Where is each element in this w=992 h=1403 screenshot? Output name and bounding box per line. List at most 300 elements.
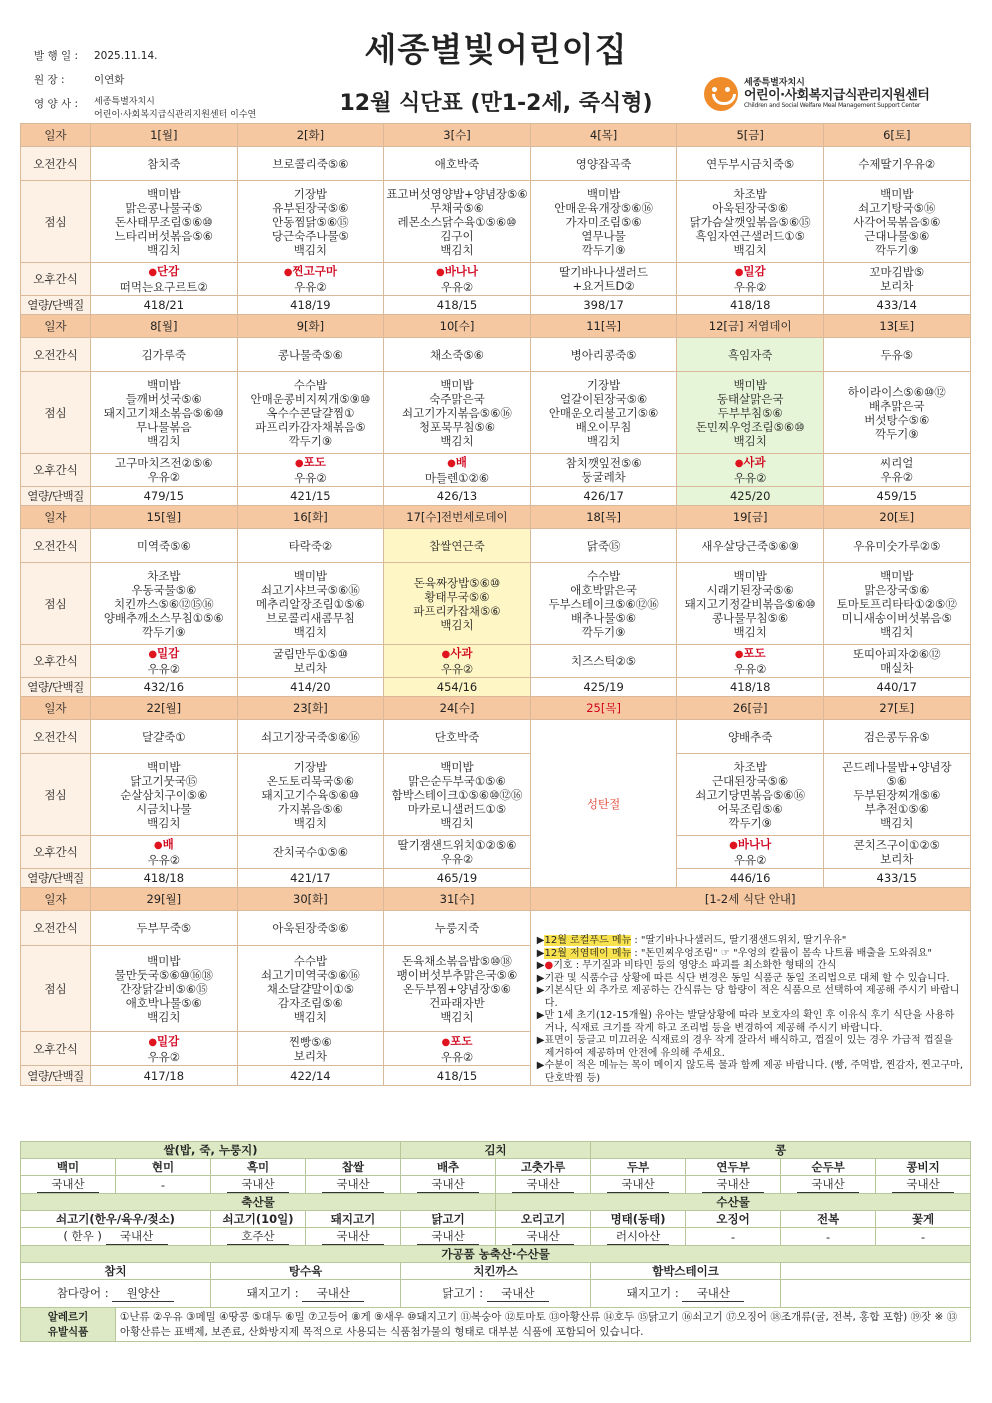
pm-snack [384,263,531,296]
pm-snack [384,454,531,487]
origin-item: 돼지고기 [306,1211,401,1228]
nutrition-value: 446/16 [677,869,824,888]
am-snack: 영양잡곡죽 [530,147,677,181]
pm-snack [677,645,824,678]
lunch-item: 황태무국⑤⑥ [424,589,490,604]
logo-english: Children and Social Welfare Meal Management Support Center [744,101,921,109]
pm-snack-item: 보리차 [293,661,328,675]
origin-value: 국내산 [496,1176,591,1194]
am-snack: 두부무죽⑤ [91,911,238,946]
lunch-item: 백김치 [733,624,767,639]
lunch-item: 백김치 [586,433,621,448]
origin-item: 흑미 [211,1159,306,1176]
am-snack: 누룽지죽 [384,911,531,946]
pm-snack [384,1031,531,1065]
day-header: 15[월] [91,506,238,529]
lunch-item: 백김치 [147,1009,181,1024]
lunch-item: 순살삼치구이⑤⑥ [120,787,208,802]
fresh-dot-icon: ● [148,267,158,278]
pm-snack-item: 둥굴레차 [581,470,626,484]
origin-table [20,1141,971,1342]
guide-item: ▶표면이 둥글고 미끄러운 식재료의 경우 작게 잘라서 배식하고, 껍질이 있는 경우 가급적 껍질을 제거하여 제공하며 안전에 유의해 주세요. [536,1035,953,1059]
lunch-menu [677,563,824,645]
lunch-item: 백미밥 [880,568,914,583]
lunch-label: 점심 [21,563,91,645]
am-snack: 김가루죽 [91,338,238,372]
nutrition-value: 454/16 [384,678,531,697]
lunch-item: 깍두기⑨ [728,815,772,830]
pm-snack-item: 우유② [733,471,767,485]
origin-item: 순두부 [781,1159,876,1176]
pm-snack-item: 잔치국수①⑤⑥ [272,845,349,859]
lunch-item: 토마토프리타타①②⑤⑫ [836,596,957,611]
lunch-item: 김구이 [440,228,474,243]
lunch-item: 안매운콩비지찌개⑤⑨⑩ [250,391,371,406]
lunch-item: 애호박맑은국 [570,582,637,597]
day-header: 24[수] [384,697,531,720]
processed-item: 탕수육 [211,1263,401,1280]
am-snack: 단호박죽 [384,720,531,754]
am-snack: 콩나물죽⑤⑥ [237,338,384,372]
am-snack-label: 오전간식 [21,529,91,563]
am-snack-label: 오전간식 [21,911,91,946]
pm-snack-item: 고구마치즈전②⑤⑥ [115,456,213,470]
day-header: 19[금] [677,506,824,529]
origin-value: - [686,1228,781,1246]
pm-snack-item: 꼬마김밥⑤ [869,265,925,279]
lunch-item: 부추전①⑤⑥ [864,801,929,816]
nutrition-label: 열량/단백질 [21,678,91,697]
pm-snack-item: 밀감 [743,264,766,278]
origin-value: 국내산 [211,1176,306,1194]
lunch-item: 백미밥 [880,186,914,201]
pm-snack-item: 배 [455,455,467,469]
origin-value: 국내산 [876,1176,971,1194]
nutrition-value: 433/14 [823,296,970,315]
pm-snack-item: 우유② [733,280,767,294]
lunch-item: 쇠고기당면볶음⑤⑥⑯ [695,787,806,802]
nutrition-value: 426/17 [530,487,677,506]
lunch-item: 백미밥 [586,186,621,201]
lunch-item: 맑은장국⑤⑥ [864,582,930,597]
nutrition-value: 418/21 [91,296,238,315]
lunch-item: 백김치 [440,242,474,257]
origin-item: 고춧가루 [496,1159,591,1176]
pm-snack-item: 우유② [147,853,181,867]
lunch-item: 콩나물무침⑤⑥ [712,610,789,625]
pm-snack-item: 우유② [440,280,474,294]
day-header: 1[월] [91,124,238,147]
lunch-menu [384,946,531,1031]
nutrition-value: 418/18 [91,869,238,888]
origin-item: 꽃게 [876,1211,971,1228]
lunch-item: 수수밥 [293,953,328,968]
day-label: 일자 [21,888,91,911]
lunch-item: 파프리카잡채⑤⑥ [413,603,501,618]
origin-value: 국내산 [306,1228,401,1246]
pm-snack-label: 오후간식 [21,263,91,296]
day-header: 5[금] [677,124,824,147]
pm-snack-item: 우유② [733,662,767,676]
day-header: 18[목] [530,506,677,529]
pm-snack-label: 오후간식 [21,645,91,678]
allergy-label: 알레르기 유발식품 [21,1308,116,1342]
lunch-item: 동태살맑은국 [716,391,784,406]
lunch-item: 함박스테이크①⑤⑥⑩⑫⑯ [391,787,523,802]
pm-snack-item: 우유② [147,470,181,484]
lunch-item: 근대나물⑤⑥ [864,228,930,243]
lunch-item: 백김치 [440,433,474,448]
pm-snack [91,263,238,296]
lunch-item: 열무나물 [581,228,626,243]
pm-snack [530,454,677,487]
fresh-dot-icon: ● [441,649,451,660]
lunch-item: 파프리카감자채볶음⑤ [255,419,366,434]
am-snack: 두유⑤ [823,338,970,372]
nutrition-label: 열량/단백질 [21,296,91,315]
lunch-item: 마카로니샐러드①⑤ [407,801,507,816]
am-snack: 달걀죽① [91,720,238,754]
lunch-menu [384,754,531,836]
pm-snack-item: 우유② [440,662,474,676]
lunch-item: 기장밥 [293,759,328,774]
lunch-menu [91,181,238,263]
lunch-item: 배추나물⑤⑥ [571,610,637,625]
day-header: 23[화] [237,697,384,720]
lunch-item: 시래기된장국⑤⑥ [706,582,794,597]
lunch-menu [823,754,970,836]
pm-snack-item: 바나나 [444,264,479,278]
am-snack: 연두부시금치죽⑤ [677,147,824,181]
lunch-item: 쇠고기샤브국⑤⑥⑯ [261,582,360,597]
lunch-item: 물만둣국⑤⑥⑩⑯⑱ [114,967,213,982]
lunch-item: 깍두기⑨ [874,426,919,441]
origin-value: 러시아산 [591,1228,686,1246]
day-label: 일자 [21,697,91,720]
pm-snack-item: 참치깻잎전⑤⑥ [565,456,642,470]
lunch-item: 깍두기⑨ [581,624,626,639]
origin-value: 국내산 [401,1228,496,1246]
smile-logo-icon [704,77,738,111]
nutrition-value: 418/15 [384,1066,531,1086]
lunch-item: 메추리알장조림①⑤⑥ [256,596,365,611]
nutrition-value: 425/19 [530,678,677,697]
lunch-item: 백미밥 [440,377,474,392]
lunch-item: 가지볶음⑤⑥ [277,801,343,816]
lunch-item: 브로콜리새콤무침 [265,610,355,625]
pm-snack-item: 씨리얼 [880,456,914,470]
pm-snack-item: 우유② [294,280,327,294]
origin-value: - [116,1176,211,1194]
day-header: 3[수] [384,124,531,147]
lunch-item: 당근숙주나물⑤ [271,228,349,243]
am-snack-label: 오전간식 [21,147,91,181]
day-header: 16[화] [237,506,384,529]
lunch-item: 근대된장국⑤⑥ [712,773,789,788]
guide-title: [1-2세 식단 안내] [530,888,970,911]
origin-value: 호주산 [211,1228,306,1246]
lunch-item: 백미밥 [147,759,181,774]
lunch-menu [530,181,677,263]
day-label: 일자 [21,315,91,338]
origin-item: 콩비지 [876,1159,971,1176]
pm-snack-item: 우유② [880,470,914,484]
origin-value: 국내산 [496,1228,591,1246]
lunch-item: 아욱된장국⑤⑥ [712,200,789,215]
director-label: 원 장 : [34,74,65,86]
day-header: 6[토] [823,124,970,147]
lunch-label: 점심 [21,946,91,1031]
origin-value: - [781,1228,876,1246]
am-snack: 우유미숫가루②⑤ [823,529,970,563]
pm-snack-item: 밀감 [157,1033,180,1048]
lunch-item: 느타리버섯볶음⑤⑥ [114,228,213,243]
lunch-item: 양배추깨소스무침①⑤⑥ [103,610,224,625]
day-label: 일자 [21,124,91,147]
nutrition-value: 433/15 [823,869,970,888]
fresh-dot-icon: ● [148,649,158,660]
processed-item: 참치 [21,1263,211,1280]
origin-item: 오리고기 [496,1211,591,1228]
origin-item: 전복 [781,1211,876,1228]
lunch-item: 백김치 [440,815,474,830]
lunch-item: 돈육채소볶음밥⑤⑩⑱ [402,953,512,968]
origin-item: 현미 [116,1159,211,1176]
logo-main: 어린이·사회복지급식관리지원센터 [744,87,930,103]
am-snack: 병아리콩죽⑤ [530,338,677,372]
origin-group-kimchi: 김치 [401,1142,591,1159]
lunch-item: 깍두기⑨ [141,624,186,639]
am-snack: 아욱된장죽⑤⑥ [237,911,384,946]
pm-snack-item: 보리차 [880,852,914,866]
fresh-dot-icon: ● [729,840,738,851]
pm-snack-item: 딸기잼샌드위치①②⑤⑥ [397,838,517,852]
pm-snack-item: 포도 [450,1033,473,1048]
pm-snack-item: 보리차 [293,1048,328,1063]
holiday-cell: 성탄절 [530,720,677,888]
pm-snack-label: 오후간식 [21,1031,91,1065]
am-snack: 양배추죽 [677,720,824,754]
lunch-item: 표고버섯영양밥+양념장⑤⑥ [386,186,528,201]
lunch-item: 백미밥 [733,377,767,392]
lunch-item: 흑임자연근샐러드①⑤ [695,228,805,243]
issue-date: 2025.11.14. [94,50,158,62]
lunch-menu [823,563,970,645]
lunch-item: 온두부찜+양념장⑤⑥ [402,981,511,996]
processed-item: 함박스테이크 [591,1263,781,1280]
lunch-item: 백미밥 [147,953,181,968]
lunch-item: 하이라이스⑤⑥⑩⑫ [847,384,946,399]
lunch-item: 안매운오리불고기⑤⑥ [548,405,659,420]
processed-item: 치킨까스 [401,1263,591,1280]
lunch-item: 온도토리묵국⑤⑥ [266,773,355,788]
lunch-item: 버섯탕수⑤⑥ [864,412,930,427]
lunch-item: 애호박나물⑤⑥ [125,995,202,1010]
lunch-menu [91,563,238,645]
lunch-item: 가자미조림⑤⑥ [565,214,642,229]
guide-item: ▶기관 및 식품수급 상황에 따른 식단 변경은 동일 식품군 동일 조리법으로 대체 할 수 있습니다. [536,972,950,984]
am-snack: 쇠고기장국죽⑤⑥⑯ [237,720,384,754]
day-header: 30[화] [237,888,384,911]
am-snack: 새우살당근죽⑤⑥⑨ [677,529,824,563]
empty-cell [781,1263,971,1280]
pm-snack-item: 찐고구마 [292,264,337,278]
lunch-item: 백김치 [293,624,328,639]
guide-item: ▶12월 저염데이 메뉴 : "돈민찌우엉조림" ☞ "우엉의 칼륨이 몸속 나트륨 배출을 도와줘요" [536,947,933,959]
fresh-dot-icon: ● [283,267,293,278]
lunch-item: 돈사태무조림⑤⑥⑩ [115,214,213,229]
lunch-item: 돈육짜장밥⑤⑥⑩ [413,575,501,590]
am-snack: 닭죽⑮ [530,529,677,563]
origin-value: 국내산 [21,1176,116,1194]
lunch-item: 깍두기⑨ [581,242,626,257]
am-snack: 타락죽② [237,529,384,563]
pm-snack [237,454,384,487]
lunch-item: 청포묵무침⑤⑥ [418,419,496,434]
center-logo [704,72,966,116]
guide-item: ▶만 1세 초기(12-15개월) 유아는 발달상황에 따라 보호자의 확인 후 이유식 후기 식단을 사용하거나, 식재료 크기를 작게 하고 조리법 등을 변경하여 제공해 주시기 바랍니다. [536,1010,955,1034]
processed-origin: 돼지고기 : 국내산 [591,1280,781,1308]
lunch-label: 점심 [21,181,91,263]
nutrition-label: 열량/단백질 [21,487,91,506]
day-header: 17[수]전번세로데이 [384,506,531,529]
lunch-item: 백김치 [440,617,474,632]
lunch-item: 채소달걀말이①⑤ [266,981,355,996]
fresh-dot-icon: ● [734,649,744,660]
nutrition-value: 414/20 [237,678,384,697]
lunch-item: 백김치 [147,242,181,257]
day-header: 11[목] [530,315,677,338]
day-header: 9[화] [237,315,384,338]
pm-snack [91,645,238,678]
pm-snack-label: 오후간식 [21,454,91,487]
am-snack-label: 오전간식 [21,338,91,372]
lunch-item: 쇠고기탕국⑤⑯ [858,200,936,215]
pm-snack-item: 보리차 [880,279,914,293]
lunch-item: 쇠고기미역국⑤⑥⑯ [261,967,360,982]
lunch-item: 백미밥 [147,377,181,392]
lunch-item: 치킨까스⑤⑥⑫⑮⑯ [114,596,214,611]
fresh-dot-icon: ● [148,1036,158,1048]
lunch-item: 백미밥 [293,568,328,583]
pm-snack-item: 찐빵⑤⑥ [288,1034,332,1049]
pm-snack [91,1031,238,1065]
nutrition-value: 440/17 [823,678,970,697]
lunch-item: 시금치나물 [136,801,192,816]
nutrition-value: 418/18 [677,678,824,697]
am-snack-label: 오전간식 [21,720,91,754]
lunch-menu [237,181,384,263]
guide-item: ▶기본식단 외 추가로 제공하는 간식류는 당 함량이 적은 식품으로 선택하여 제공해 주시기 바랍니다. [536,985,960,1009]
guide-item: ▶●기호 : 무기질과 비타민 등의 영양소 파괴를 최소화한 형태의 간식 [536,960,837,971]
menu-table [20,123,971,1086]
lunch-menu [677,181,824,263]
origin-value: 국내산 [781,1176,876,1194]
lunch-item: 숙주맑은국 [429,391,485,406]
pm-snack-item: 딸기바나나샐러드 [559,265,649,279]
lunch-item: 무나물볶음 [136,419,192,434]
lunch-item: 배추맑은국 [868,398,925,413]
origin-value: ( 한우 ) 국내산 [21,1228,211,1246]
processed-origin: 돼지고기 : 국내산 [211,1280,401,1308]
lunch-menu [384,563,531,645]
lunch-item: 백미밥 [440,759,474,774]
origin-item: 백미 [21,1159,116,1176]
am-snack: 흑임자죽 [677,338,824,372]
lunch-item: 백미밥 [733,568,767,583]
lunch-item: 간장닭갈비⑤⑥⑮ [119,981,208,996]
pm-snack [237,645,384,678]
lunch-menu [823,181,970,263]
guide-item: ▶수분이 적은 메뉴는 목이 메이지 않도록 물과 함께 제공 바랍니다. (빵, 주먹밥, 찐감자, 찐고구마, 단호박찜 등) [536,1060,964,1084]
pm-snack-item: 포도 [303,455,326,469]
nutrition-value: 418/18 [677,296,824,315]
lunch-item: 건파래자반 [429,995,485,1010]
pm-snack-item: 사과 [743,455,766,469]
day-header: 27[토] [823,697,970,720]
pm-snack-item: 매실차 [880,661,914,675]
lunch-item: 쇠고기가지볶음⑤⑥⑯ [402,405,512,420]
diet-guide [530,911,970,1086]
lunch-menu [823,372,970,454]
lunch-item: 백김치 [147,815,181,830]
lunch-item: 백김치 [733,242,767,257]
lunch-menu [530,372,677,454]
fresh-dot-icon: ● [734,267,744,278]
lunch-item: 우동국물⑤⑥ [131,582,197,597]
origin-item: 명태(동태) [591,1211,686,1228]
nutrition-value: 479/15 [91,487,238,506]
day-header: 25[목] [530,697,677,720]
lunch-item: 백김치 [293,815,328,830]
am-snack: 수제딸기우유② [823,147,970,181]
fresh-dot-icon: ● [734,458,744,469]
dietitian-name: 어린이·사회복지급식관리지원센터 이수연 [94,110,257,120]
nutrition-value: 465/19 [384,869,531,888]
origin-group-seafood: 수산물 [496,1194,971,1211]
pm-snack [91,836,238,869]
lunch-item: 수수밥 [293,377,328,392]
pm-snack-item: 사과 [450,646,473,660]
day-header: 26[금] [677,697,824,720]
lunch-item: 유부된장국⑤⑥ [272,200,349,215]
pm-snack [237,263,384,296]
am-snack: 브로콜리죽⑤⑥ [237,147,384,181]
day-header: 31[수] [384,888,531,911]
lunch-menu [384,181,531,263]
pm-snack [677,836,824,869]
origin-value: 국내산 [591,1176,686,1194]
allergy-list: ①난류 ②우유 ③메밀 ④땅콩 ⑤대두 ⑥밀 ⑦고등어 ⑧게 ⑨새우 ⑩돼지고기 ⑪복숭아 ⑫토마토 ⑬아황산류 ⑭호두 ⑮닭고기 ⑯쇠고기 ⑰오징어 ⑱조개류(굴, 전복, 홍합 포함) ⑲잣 ※ ⑬아황산류는 표백제, 보존료, 산화방지제 목적으로 사용되는 식품첨가물의 형태로 대부분 식품에 포함되어 있습니다. [116,1308,971,1342]
lunch-item: 안매운육개장⑤⑥⑯ [554,200,653,215]
day-header: 22[월] [91,697,238,720]
am-snack: 찹쌀연근죽 [384,529,531,563]
processed-origin: 참다랑어 : 원양산 [21,1280,211,1308]
lunch-menu [91,754,238,836]
pm-snack-item: 우유② [733,853,767,867]
dietitian-label: 영 양 사 : [34,98,78,110]
nutrition-value: 418/19 [237,296,384,315]
lunch-item: 닭고기뭇국⑮ [130,773,198,788]
lunch-item: 백김치 [293,242,328,257]
pm-snack-item: 우유② [147,662,181,676]
lunch-item: 깍두기⑨ [874,242,919,257]
lunch-menu [677,754,824,836]
nutrition-label: 열량/단백질 [21,1066,91,1086]
origin-value: 국내산 [306,1176,401,1194]
lunch-item: 사각어묵볶음⑤⑥ [853,214,941,229]
lunch-item: 백김치 [733,433,767,448]
